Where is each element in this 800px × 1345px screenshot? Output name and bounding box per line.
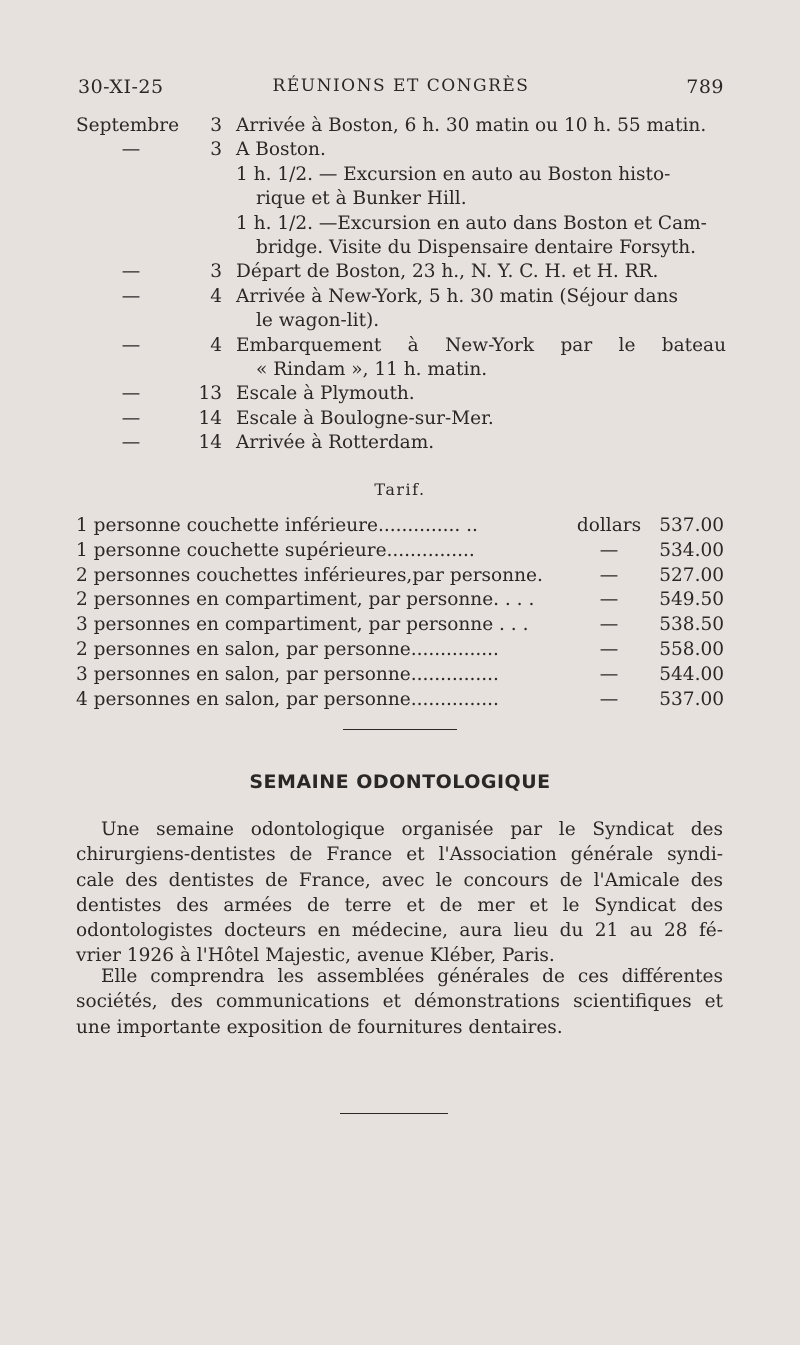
entry-day: 14 bbox=[198, 432, 222, 454]
entry-month: — bbox=[121, 139, 141, 161]
entry-text bbox=[236, 285, 726, 334]
page-number: 789 bbox=[686, 76, 724, 98]
entry-month: — bbox=[121, 432, 141, 454]
tarif-label: 2 personnes en compartiment, par personne. . . . bbox=[76, 589, 535, 611]
entry-line: « Rindam », 11 h. matin. bbox=[256, 359, 488, 381]
tarif-label: 2 personnes couchettes inférieures,par personne. bbox=[76, 564, 543, 586]
paragraph-line: chirurgiens-dentistes de France et l'Association générale syndi- bbox=[76, 844, 723, 866]
itinerary-entry bbox=[76, 407, 726, 431]
paragraph-line: cale des dentistes de France, avec le concours de l'Amicale des bbox=[76, 869, 723, 891]
tarif-unit: — bbox=[599, 638, 619, 660]
tarif-row bbox=[76, 588, 724, 613]
entry-day: 4 bbox=[210, 285, 222, 307]
entry-text bbox=[236, 382, 726, 406]
entry-line: 1 h. 1/2. — Excursion en auto au Boston histo- bbox=[236, 163, 671, 185]
tarif-price: 527.00 bbox=[659, 564, 724, 586]
tarif-label: 3 personnes en compartiment, par personne . . . bbox=[76, 614, 529, 636]
tarif-unit: — bbox=[599, 589, 619, 611]
itinerary-list bbox=[76, 114, 726, 456]
entry-day: 4 bbox=[210, 334, 222, 356]
tarif-price: 544.00 bbox=[659, 663, 724, 685]
running-header bbox=[78, 76, 724, 104]
paragraph bbox=[76, 964, 723, 1040]
tarif-row bbox=[76, 514, 724, 539]
tarif-price: 558.00 bbox=[659, 638, 724, 660]
paragraph bbox=[76, 817, 723, 969]
entry-line: A Boston. bbox=[236, 139, 326, 161]
section-heading: SEMAINE ODONTOLOGIQUE bbox=[249, 771, 551, 793]
entry-day: 14 bbox=[198, 407, 222, 429]
entry-text bbox=[236, 138, 726, 260]
entry-day: 3 bbox=[210, 115, 222, 136]
tarif-label: 4 personnes en salon, par personne............... bbox=[76, 688, 499, 710]
tarif-title: Tarif. bbox=[374, 480, 426, 499]
entry-month: — bbox=[121, 334, 141, 356]
tarif-unit: — bbox=[599, 539, 619, 561]
paragraph-line: odontologistes docteurs en médecine, aura lieu du 21 au 28 fé- bbox=[76, 920, 723, 942]
entry-text bbox=[236, 407, 726, 431]
entry-line: Embarquement à New-York par le bateau bbox=[236, 334, 726, 356]
paragraph-line: une importante exposition de fournitures dentaires. bbox=[76, 1016, 563, 1038]
tarif-label: 1 personne couchette supérieure............... bbox=[76, 539, 475, 561]
entry-month: — bbox=[121, 261, 141, 283]
tarif-table bbox=[76, 514, 724, 712]
entry-month: — bbox=[121, 383, 141, 405]
entry-month: — bbox=[121, 407, 141, 429]
tarif-label: 2 personnes en salon, par personne............... bbox=[76, 638, 499, 660]
entry-line: Arrivée à Rotterdam. bbox=[236, 432, 435, 454]
section-divider bbox=[343, 729, 457, 730]
tarif-price: 534.00 bbox=[659, 539, 724, 561]
tarif-row bbox=[76, 564, 724, 589]
tarif-label: 3 personnes en salon, par personne............... bbox=[76, 663, 499, 685]
header-date: 30-XI-25 bbox=[78, 76, 164, 98]
entry-text bbox=[236, 260, 726, 284]
entry-line: Escale à Plymouth. bbox=[236, 383, 415, 405]
tarif-row bbox=[76, 638, 724, 663]
paragraph-line: vrier 1926 à l'Hôtel Majestic, avenue Kléber, Paris. bbox=[76, 945, 555, 967]
entry-line: rique et à Bunker Hill. bbox=[256, 188, 467, 210]
entry-day: 3 bbox=[210, 139, 222, 161]
entry-line: Arrivée à New-York, 5 h. 30 matin (Séjour dans bbox=[236, 285, 678, 307]
itinerary-entry bbox=[76, 138, 726, 260]
entry-line: 1 h. 1/2. —Excursion en auto dans Boston et Cam- bbox=[236, 212, 707, 234]
tarif-label: 1 personne couchette inférieure.............. .. bbox=[76, 515, 478, 536]
itinerary-entry bbox=[76, 334, 726, 383]
paragraph-line: Une semaine odontologique organisée par le Syndicat des bbox=[101, 819, 723, 840]
header-title: RÉUNIONS ET CONGRÈS bbox=[272, 76, 530, 96]
tarif-row bbox=[76, 663, 724, 688]
entry-text bbox=[236, 334, 726, 383]
itinerary-entry bbox=[76, 114, 726, 138]
tarif-unit: — bbox=[599, 688, 619, 710]
paragraph-line: sociétés, des communications et démonstrations scientifiques et bbox=[76, 991, 723, 1013]
entry-line: Escale à Boulogne-sur-Mer. bbox=[236, 407, 494, 429]
entry-line: le wagon-lit). bbox=[256, 310, 380, 332]
itinerary-entry bbox=[76, 382, 726, 406]
end-divider bbox=[340, 1113, 448, 1114]
tarif-row bbox=[76, 539, 724, 564]
itinerary-entry bbox=[76, 431, 726, 455]
tarif-price: 537.00 bbox=[659, 688, 724, 710]
tarif-price: 549.50 bbox=[659, 589, 724, 611]
entry-day: 13 bbox=[198, 383, 222, 405]
entry-line: Départ de Boston, 23 h., N. Y. C. H. et H. RR. bbox=[236, 261, 659, 283]
entry-text bbox=[236, 431, 726, 455]
tarif-price: 537.00 bbox=[659, 515, 724, 536]
tarif-unit: dollars bbox=[576, 515, 642, 536]
paragraph-line: dentistes des armées de terre et de mer et le Syndicat des bbox=[76, 894, 723, 916]
paragraph-line: Elle comprendra les assemblées générales de ces différentes bbox=[101, 966, 723, 987]
itinerary-entry bbox=[76, 285, 726, 334]
tarif-row bbox=[76, 688, 724, 713]
entry-text bbox=[236, 114, 726, 138]
itinerary-entry bbox=[76, 260, 726, 284]
entry-month: — bbox=[121, 285, 141, 307]
tarif-price: 538.50 bbox=[659, 614, 724, 636]
tarif-unit: — bbox=[599, 663, 619, 685]
entry-line: bridge. Visite du Dispensaire dentaire Forsyth. bbox=[256, 237, 697, 259]
tarif-unit: — bbox=[599, 614, 619, 636]
tarif-row bbox=[76, 613, 724, 638]
entry-line: Arrivée à Boston, 6 h. 30 matin ou 10 h. 55 matin. bbox=[236, 115, 707, 136]
tarif-unit: — bbox=[599, 564, 619, 586]
entry-day: 3 bbox=[210, 261, 222, 283]
entry-month: Septembre bbox=[76, 115, 180, 136]
